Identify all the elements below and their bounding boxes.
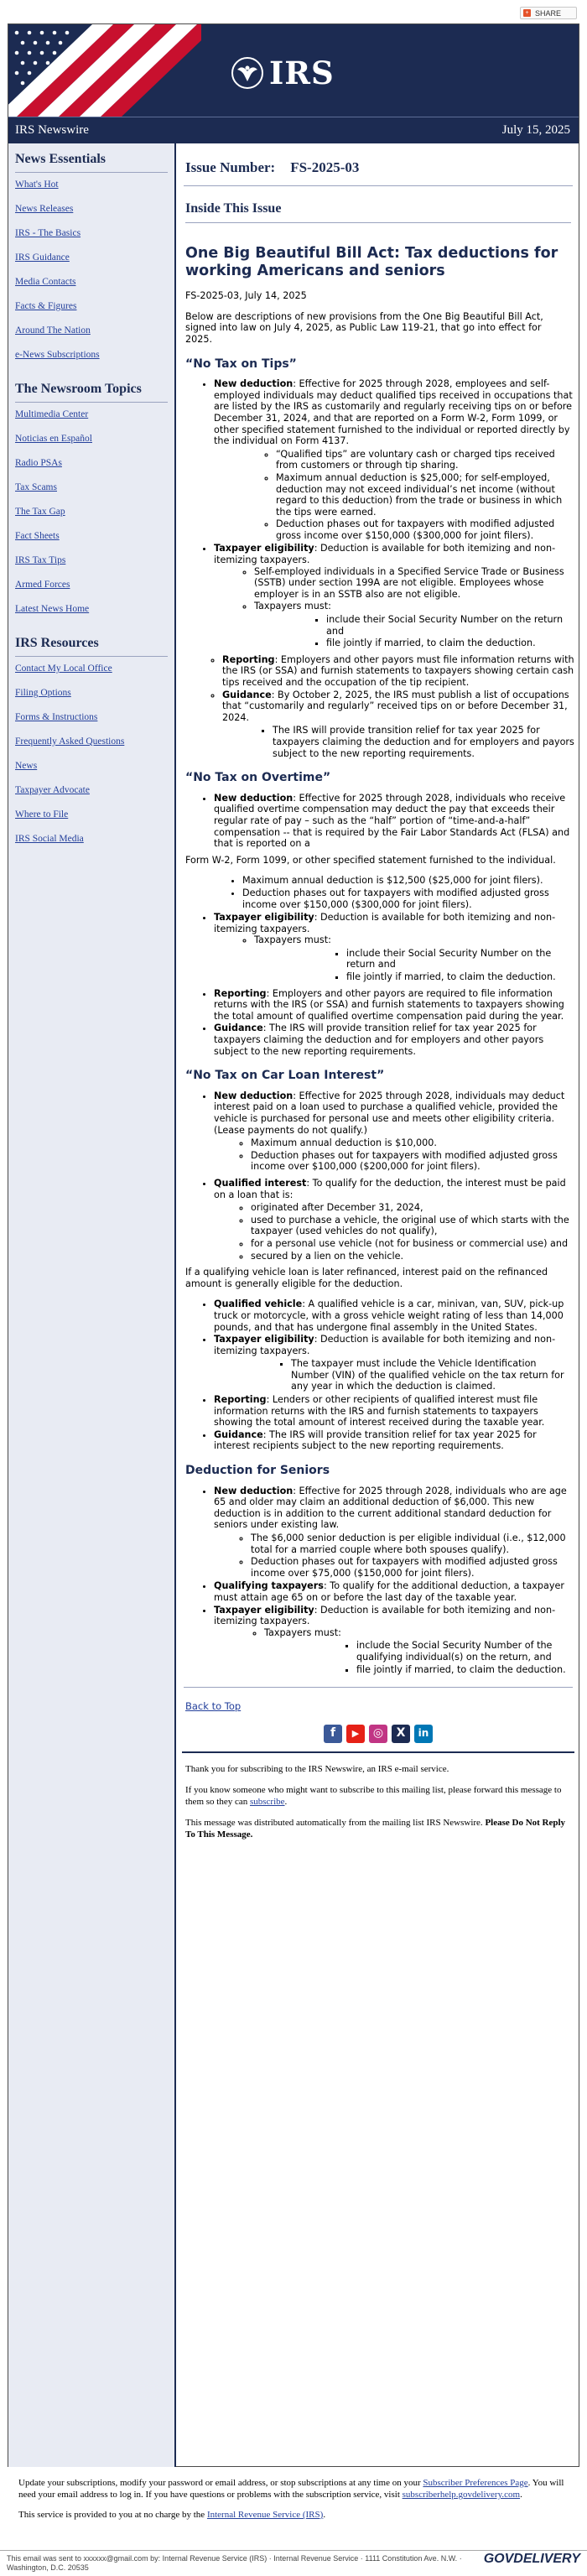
divider — [184, 1687, 573, 1688]
list-item: ▪ include the Social Security Number of the qualifying individual(s) on the return, and — [356, 1640, 574, 1663]
list-item: • Qualified interest: To qualify for the deduction, the interest must be paid on a loan that is: ◦ originated after December 31, 2024, ◦ used to purchase a vehicle, the original use of which starts with the taxpayer (used vehicles do not qualify), ◦ for a personal use vehicle (not for business or commercial use) and ◦ secured by a lien on the vehicle. — [214, 1178, 574, 1262]
social-icons — [182, 1725, 574, 1743]
issue-number — [185, 159, 574, 175]
sidebar-link-around-nation[interactable]: Around The Nation — [15, 325, 91, 336]
youtube-icon[interactable]: ▶ — [346, 1725, 365, 1743]
section-heading-car-loan: “No Tax on Car Loan Interest” — [185, 1069, 385, 1083]
list-item: ◦ originated after December 31, 2024, — [251, 1202, 574, 1214]
sidebar-link-facts-figures[interactable]: Facts & Figures — [15, 301, 77, 311]
newswire-bar — [8, 117, 579, 143]
irs-logo — [231, 55, 335, 91]
sender-address: This email was sent to xxxxxx@gmail.com by: Internal Revenue Service (IRS) · Internal Revenue Service · 1111 Constitution Ave. N.W. · Washington, D.C. 20535 — [0, 2550, 587, 2576]
share-label: SHARE — [535, 8, 562, 18]
subscriber-help-link[interactable]: subscriberhelp.govdelivery.com — [402, 2490, 521, 2500]
govdelivery-logo[interactable]: GOVDELIVERY — [483, 2552, 580, 2566]
sidebar-link-social-media[interactable]: IRS Social Media — [15, 834, 84, 844]
section-heading-tips: “No Tax on Tips” — [185, 356, 297, 371]
forward-text: If you know someone who might want to subscribe to this mailing list, please forward this message to them so they can subscribe. — [185, 1784, 562, 1807]
list-item: ▪ The IRS will provide transition relief for tax year 2025 for taxpayers claiming the deduction and for employers and payors subject to the new reporting requirements. — [273, 725, 574, 759]
irs-link[interactable]: Internal Revenue Service (IRS) — [206, 2510, 324, 2520]
sidebar-link-news-releases[interactable]: News Releases — [15, 204, 74, 214]
top-bar — [0, 0, 587, 23]
list-item: ◦ Guidance: By October 2, 2025, the IRS must publish a list of occupations that “customarily and regularly” received tips on or before December 31, 2024. ▪ The IRS will provide transition relief for tax year 2025 for taxpayers claiming the deduction and for employers and payors subject to the new reporting requirements. — [222, 690, 574, 760]
irs-logo-text: IRS — [269, 55, 335, 91]
share-icon: + — [523, 9, 531, 17]
sidebar-link-irs-basics[interactable]: IRS - The Basics — [15, 228, 81, 238]
issue-label: Issue Number: — [185, 159, 276, 175]
sidebar-link-enews-subscriptions[interactable]: e-News Subscriptions — [15, 350, 100, 360]
facebook-icon[interactable]: f — [324, 1725, 342, 1743]
divider — [182, 1751, 574, 1753]
list-item: ▪ include their Social Security Number on the return and — [346, 948, 574, 971]
issue-value: FS-2025-03 — [290, 159, 360, 175]
sidebar-link-armed-forces[interactable]: Armed Forces — [15, 580, 70, 590]
refinance-note: If a qualifying vehicle loan is later refinanced, interest paid on the refinanced amount is generally eligible for the deduction. — [185, 1267, 548, 1289]
list-item: ◦ secured by a lien on the vehicle. — [251, 1251, 574, 1262]
sidebar-heading: The Newsroom Topics — [15, 373, 168, 403]
sidebar-link-taxpayer-advocate[interactable]: Taxpayer Advocate — [15, 785, 90, 795]
sidebar-link-whats-hot[interactable]: What's Hot — [15, 180, 59, 190]
list-item: • Taxpayer eligibility: Deduction is available for both itemizing and non-itemizing taxpayers. ▪ The taxpayer must include the Vehicle Identification Number (VIN) of the qualified vehicle on the tax return for any year in which the deduction is claimed. — [214, 1334, 574, 1392]
list-item: ▪ file jointly if married, to claim the deduction. — [346, 971, 574, 983]
service-text: This service is provided to you at no charge by the Internal Revenue Service (IRS). — [18, 2510, 326, 2520]
newsletter-footer — [185, 1763, 571, 1840]
sidebar-link-forms[interactable]: Forms & Instructions — [15, 712, 98, 722]
list-item: ◦ Taxpayers must: ▪ include the Social Security Number of the qualifying individual(s) on the return, and ▪ file jointly if married, to claim the deduction. — [264, 1627, 574, 1675]
list-item: ◦ Deduction phases out for taxpayers with modified adjusted gross income over $100,000 ($200,000 for joint filers). — [251, 1150, 574, 1173]
sidebar-link-media-contacts[interactable]: Media Contacts — [15, 277, 76, 287]
sidebar-heading: IRS Resources — [15, 627, 168, 657]
list-item: ◦ Maximum annual deduction is $25,000; for self-employed, deduction may not exceed individual’s net income (without regard to this deduction) from the trade or business in which the tips were earned. — [276, 472, 574, 518]
list-item: ◦ Reporting: Employers and other payors must file information returns with the IRS (or SSA) and furnish statements to taxpayers showing certain cash tips received and the occupation of the tip recipient. — [222, 654, 574, 689]
list-item: • New deduction: Effective for 2025 through 2028, individuals who receive qualified overtime compensation may deduct the pay that exceeds their regular rate of pay – such as the “half” portion of “time-and-a-half” compensation -- that is required by the Fair Labor Standards Act (FLSA) and that is reported on a — [214, 793, 574, 850]
list-item: • Taxpayer eligibility: Deduction is available for both itemizing and non-itemizing taxpayers. ◦ Taxpayers must: ▪ include their Social Security Number on the return and ▪ file jointly if married, to claim the deduction. — [214, 912, 574, 983]
sidebar-link-radio-psas[interactable]: Radio PSAs — [15, 458, 62, 468]
eagle-icon — [231, 56, 264, 90]
list-item: ◦ Deduction phases out for taxpayers with modified adjusted gross income over $150,000 ($300,000 for joint filers). — [276, 518, 574, 541]
section-heading-overtime: “No Tax on Overtime” — [185, 771, 331, 785]
email-footer — [0, 2467, 587, 2529]
overtime-continued: Form W-2, Form 1099, or other specified statement furnished to the individual. — [185, 854, 556, 866]
sidebar-link-tax-scams[interactable]: Tax Scams — [15, 482, 57, 492]
sidebar-link-latest-news[interactable]: Latest News Home — [15, 604, 90, 614]
intro-paragraph: Below are descriptions of new provisions from the One Big Beautiful Bill Act, signed into law on July 4, 2025, as Public Law 119-21, that go into effect for 2025. — [185, 310, 543, 345]
list-item: ◦ Maximum annual deduction is $10,000. — [251, 1137, 574, 1149]
divider — [184, 185, 573, 186]
sidebar — [8, 143, 176, 2467]
list-item: • New deduction: Effective for 2025 through 2028, individuals who are age 65 and older may claim an additional deduction of $6,000. This new deduction is in addition to the current additional standard deduction for seniors under existing law. ◦ The $6,000 senior deduction is per eligible individual (i.e., $12,000 total for a married couple where both spouses qualify). ◦ Deduction phases out for taxpayers with modified adjusted gross income over $75,000 ($150,000 for joint filers). — [214, 1486, 574, 1579]
list-item: ◦ The $6,000 senior deduction is per eligible individual (i.e., $12,000 total for a married couple where both spouses qualify). — [251, 1533, 574, 1555]
sidebar-link-irs-guidance[interactable]: IRS Guidance — [15, 252, 70, 263]
list-item: • Taxpayer eligibility: Deduction is available for both itemizing and non-itemizing taxpayers. ◦ Self-employed individuals in a Specified Service Trade or Business (SSTB) under section 199A are not eligible. Employees whose employer is in an SSTB also are not eligible. ◦ Taxpayers must: ▪ include their Social Security Number on the return and ▪ file jointly if married, to claim the deduction. — [214, 543, 574, 648]
sidebar-link-filing-options[interactable]: Filing Options — [15, 688, 71, 698]
sidebar-heading: News Essentials — [15, 143, 168, 173]
list-item: • Qualified vehicle: A qualified vehicle is a car, minivan, van, SUV, pick-up truck or motorcycle, with a gross vehicle weight rating of less than 14,000 pounds, and that has undergone final assembly in the United States. — [214, 1298, 574, 1333]
list-item: ◦ for a personal use vehicle (not for business or commercial use) and — [251, 1238, 574, 1250]
no-reply-notice: Please Do Not Reply To This Message. — [185, 1817, 566, 1840]
sidebar-link-local-office[interactable]: Contact My Local Office — [15, 664, 112, 674]
list-item: • New deduction: Effective for 2025 through 2028, employees and self-employed individuals may deduct qualified tips received in occupations that are listed by the IRS as customarily and regularly receiving tips on or before December 31, 2024, and that are reported on a Form W-2, Form 1099, or other specified statement furnished to the individual or reported directly by the individual on Form 4137. ◦ “Qualified tips” are voluntary cash or charged tips received from customers or through tip sharing. ◦ Maximum annual deduction is $25,000; for self-employed, deduction may not exceed individual’s net income (without regard to this deduction) from the trade or business in which the tips were earned. ◦ Deduction phases out for taxpayers with modified adjusted gross income over $150,000 ($300,000 for joint filers). — [214, 378, 574, 541]
sidebar-link-multimedia[interactable]: Multimedia Center — [15, 409, 89, 419]
sidebar-link-tax-gap[interactable]: The Tax Gap — [15, 507, 65, 517]
list-item: ◦ Taxpayers must: ▪ include their Social Security Number on the return and ▪ file jointly if married, to claim the deduction. — [254, 601, 574, 648]
sidebar-link-fact-sheets[interactable]: Fact Sheets — [15, 531, 60, 541]
inside-this-issue: Inside This Issue — [185, 203, 571, 224]
list-item: ▪ file jointly if married, to claim the deduction. — [356, 1664, 574, 1676]
list-item: • Qualifying taxpayers: To qualify for the additional deduction, a taxpayer must attain age 65 on or before the last day of the taxable year. — [214, 1580, 574, 1603]
linkedin-icon[interactable]: in — [414, 1725, 433, 1743]
twitter-x-icon[interactable]: X — [392, 1725, 410, 1743]
subscribe-link[interactable]: subscribe — [249, 1796, 285, 1807]
list-item: • Taxpayer eligibility: Deduction is available for both itemizing and non-itemizing taxpayers. ◦ Taxpayers must: ▪ include the Social Security Number of the qualifying individual(s) on the return, and ▪ file jointly if married, to claim the deduction. — [214, 1605, 574, 1676]
list-item: • Maximum annual deduction is $12,500 ($25,000 for joint filers). — [242, 875, 574, 887]
list-item: ▪ The taxpayer must include the Vehicle Identification Number (VIN) of the qualified vehicle on the tax return for any year in which the deduction is claimed. — [291, 1358, 574, 1392]
irs-resources-section — [8, 627, 174, 851]
news-essentials-section — [8, 143, 174, 367]
sidebar-link-noticias[interactable]: Noticias en Español — [15, 434, 92, 444]
banner — [8, 24, 579, 117]
newsroom-topics-section — [8, 373, 174, 621]
flag-graphic — [8, 24, 201, 117]
list-item: ◦ Deduction phases out for taxpayers with modified adjusted gross income over $75,000 ($150,000 for joint filers). — [251, 1556, 574, 1579]
sidebar-link-tax-tips[interactable]: IRS Tax Tips — [15, 555, 66, 565]
back-to-top-link[interactable]: Back to Top — [185, 1700, 242, 1713]
list-item: ◦ used to purchase a vehicle, the original use of which starts with the taxpayer (used vehicles do not qualify), — [251, 1215, 574, 1237]
list-item: • New deduction: Effective for 2025 through 2028, individuals may deduct interest paid on a loan used to purchase a qualified vehicle, provided the vehicle is purchased for personal use and meets other eligibility criteria. (Lease payments do not qualify.) ◦ Maximum annual deduction is $10,000. ◦ Deduction phases out for taxpayers with modified adjusted gross income over $100,000 ($200,000 for joint filers). — [214, 1090, 574, 1173]
section-heading-seniors: Deduction for Seniors — [185, 1464, 330, 1478]
article-title: One Big Beautiful Bill Act: Tax deductions for working Americans and seniors — [185, 245, 558, 280]
list-item: ▪ file jointly if married, to claim the deduction. — [326, 637, 574, 649]
list-item: ◦ Taxpayers must: ▪ include their Social Security Number on the return and ▪ file jointly if married, to claim the deduction. — [254, 934, 574, 982]
instagram-icon[interactable]: ◎ — [369, 1725, 387, 1743]
list-item: • Guidance: The IRS will provide transition relief for tax year 2025 for interest recipients subject to the new reporting requirements. — [214, 1429, 574, 1452]
list-item: • Reporting: Lenders or other recipients of qualified interest must file information returns with the IRS and furnish statements to taxpayers showing the total amount of interest received during the taxable year. — [214, 1394, 574, 1429]
list-item: ▪ include their Social Security Number on the return and — [326, 614, 574, 637]
list-item: ◦ Self-employed individuals in a Specified Service Trade or Business (SSTB) under section 199A are not eligible. Employees whose employer is in an SSTB also are not eligible. — [254, 566, 574, 601]
sidebar-link-faq[interactable]: Frequently Asked Questions — [15, 736, 125, 747]
dateline: FS-2025-03, July 14, 2025 — [185, 290, 307, 302]
list-item: • Guidance: The IRS will provide transition relief for tax year 2025 for taxpayers claiming the deduction and for employers and other payors subject to the new reporting requirements. — [214, 1023, 574, 1057]
subscription-text: Update your subscriptions, modify your password or email address, or stop subscriptions at any time on your Subscriber Preferences Page. You will need your email address to log in. If you have questions or problems with the subscription service, visit subscriberhelp.govdelivery.com. — [18, 2478, 564, 2500]
subscriber-preferences-link[interactable]: Subscriber Preferences Page — [423, 2478, 528, 2488]
share-button[interactable] — [520, 7, 577, 19]
newsletter-container — [8, 23, 579, 2467]
newswire-title: IRS Newswire — [15, 123, 89, 137]
main-content — [182, 143, 574, 1850]
list-item: • Reporting: Employers and other payors are required to file information returns with the IRS (or SSA) and furnish statements to taxpayers showing the total amount of qualified overtime compensation paid during the year. — [214, 988, 574, 1023]
distribution-text: This message was distributed automatically from the mailing list IRS Newswire. Please Do Not Reply To This Message. — [185, 1817, 566, 1840]
newswire-date: July 15, 2025 — [501, 123, 570, 137]
sidebar-link-news[interactable]: News — [15, 761, 38, 771]
sidebar-link-where-to-file[interactable]: Where to File — [15, 809, 69, 820]
list-item: • Deduction phases out for taxpayers with modified adjusted gross income over $150,000 ($300,000 for joint filers). — [242, 887, 574, 910]
thanks-text: Thank you for subscribing to the IRS Newswire, an IRS e-mail service. — [185, 1763, 449, 1774]
list-item: ◦ “Qualified tips” are voluntary cash or charged tips received from customers or through tip sharing. — [276, 449, 574, 471]
